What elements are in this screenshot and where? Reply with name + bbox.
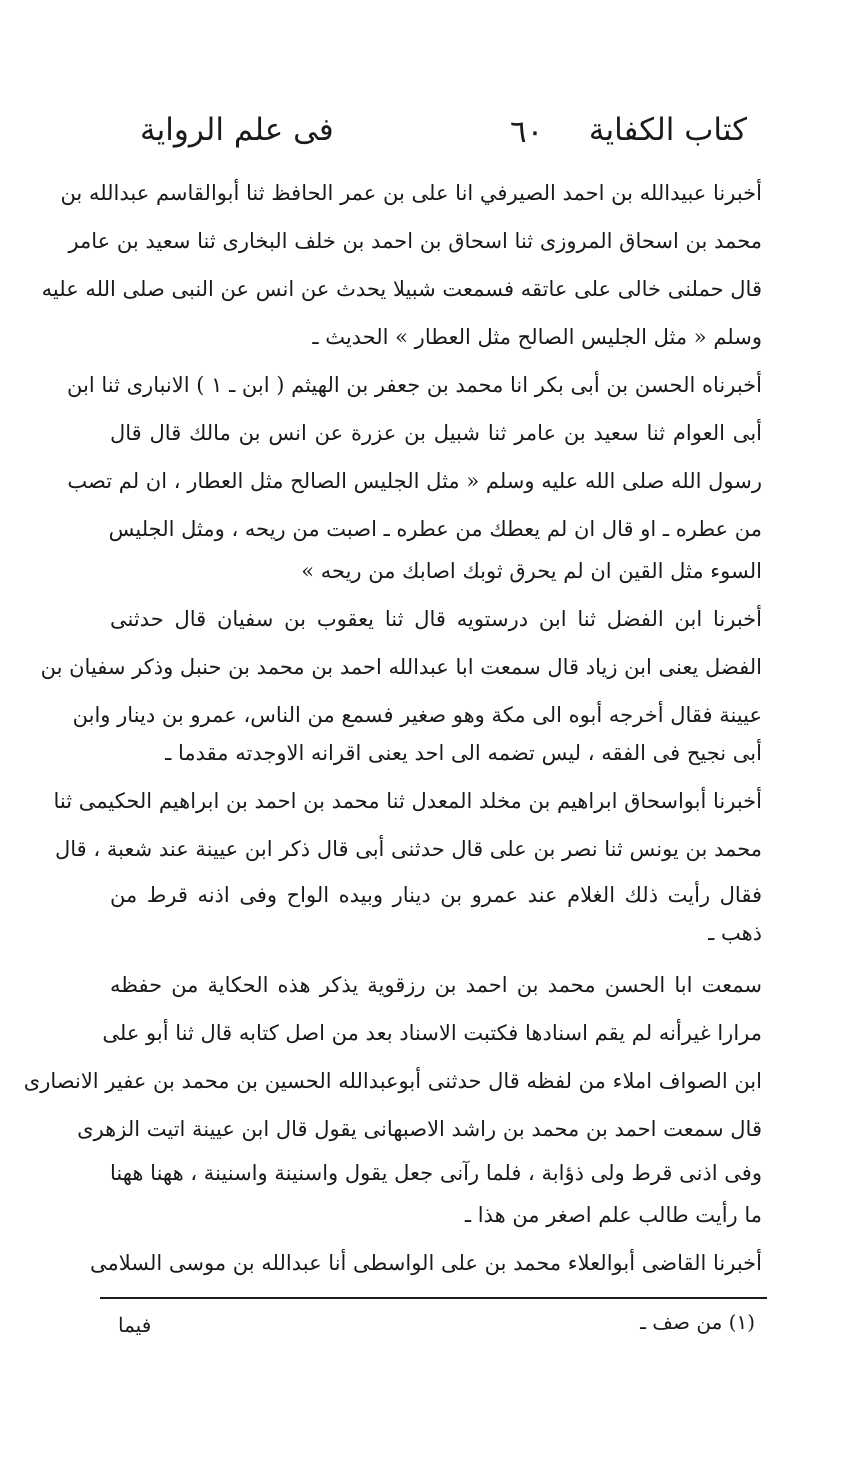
text-line: أبى نجيح فى الفقه ، ليس تضمه الى احد يعنى اقرانه الاوجدته مقدما ـ [165, 741, 762, 765]
text-line: ما رأيت طالب علم اصغر من هذا ـ [464, 1203, 762, 1227]
text-line: أخبرنا القاضى أبوالعلاء محمد بن على الواسطى أنا عبدالله بن موسى السلامى [89, 1251, 762, 1275]
text-line: أخبرناه الحسن بن أبى بكر انا محمد بن جعفر بن الهيثم ( ابن ـ ١ ) الانبارى ثنا ابن [67, 373, 762, 397]
page-number: ٦٠ [510, 114, 544, 150]
text-line: ذهب ـ [708, 921, 762, 945]
book-title: كتاب الكفاية [588, 112, 747, 148]
text-line: أبى العوام ثنا سعيد بن عامر ثنا شبيل بن عزرة عن انس بن مالك قال قال [110, 421, 762, 445]
catchword: فيما [118, 1313, 152, 1337]
text-line: ابن الصواف املاء من لفظه قال حدثنى أبوعبدالله الحسين بن محمد بن عفير الانصارى [23, 1069, 762, 1093]
text-line: قال سمعت احمد بن محمد بن راشد الاصبهانى يقول قال ابن عيينة اتيت الزهرى [77, 1117, 762, 1141]
text-line: وسلم « مثل الجليس الصالح مثل العطار » الحديث ـ [312, 325, 762, 349]
text-line: أخبرنا عبيدالله بن احمد الصيرفي انا على بن عمر الحافظ ثنا أبوالقاسم عبدالله بن [60, 181, 762, 205]
text-line: قال حملنى خالى على عاتقه فسمعت شبيلا يحدث عن انس عن النبى صلى الله عليه [41, 277, 762, 301]
text-line: مرارا غيرأنه لم يقم اسنادها فكتبت الاسناد بعد من اصل كتابه قال ثنا أبو على [102, 1021, 762, 1045]
text-line: عيينة فقال أخرجه أبوه الى مكة وهو صغير فسمع من الناس، عمرو بن دينار وابن [72, 703, 762, 727]
text-line: محمد بن اسحاق المروزى ثنا اسحاق بن احمد بن خلف البخارى ثنا سعيد بن عامر [68, 229, 762, 253]
text-line: من عطره ـ او قال ان لم يعطك من عطره ـ اصبت من ريحه ، ومثل الجليس [108, 517, 762, 541]
text-line: أخبرنا أبواسحاق ابراهيم بن مخلد المعدل ثنا محمد بن احمد بن ابراهيم الحكيمى ثنا [53, 789, 762, 813]
text-line: وفى اذنى قرط ولى ذؤابة ، فلما رآنى جعل يقول واسنينة واسنينة ، ههنا ههنا [110, 1161, 762, 1185]
text-line: الفضل يعنى ابن زياد قال سمعت ابا عبدالله احمد بن محمد بن حنبل وذكر سفيان بن [40, 655, 762, 679]
footnote: (١) من صف ـ [640, 1310, 755, 1334]
text-line: فقال رأيت ذلك الغلام عند عمرو بن دينار وبيده الواح وفى اذنه قرط من [110, 883, 762, 907]
text-line: محمد بن يونس ثنا نصر بن على قال حدثنى أبى قال ذكر ابن عيينة عند شعبة ، قال [55, 837, 762, 861]
text-line: رسول الله صلى الله عليه وسلم « مثل الجليس الصالح مثل العطار ، ان لم تصب [67, 469, 762, 493]
text-line: سمعت ابا الحسن محمد بن احمد بن رزقوية يذكر هذه الحكاية من حفظه [110, 973, 762, 997]
text-line: أخبرنا ابن الفضل ثنا ابن درستويه قال ثنا يعقوب بن سفيان قال حدثنى [110, 607, 762, 631]
text-line: السوء مثل القين ان لم يحرق ثوبك اصابك من ريحه » [301, 559, 762, 583]
footnote-divider [100, 1297, 767, 1299]
section-title: فى علم الرواية [140, 112, 334, 148]
page-header [110, 112, 747, 162]
